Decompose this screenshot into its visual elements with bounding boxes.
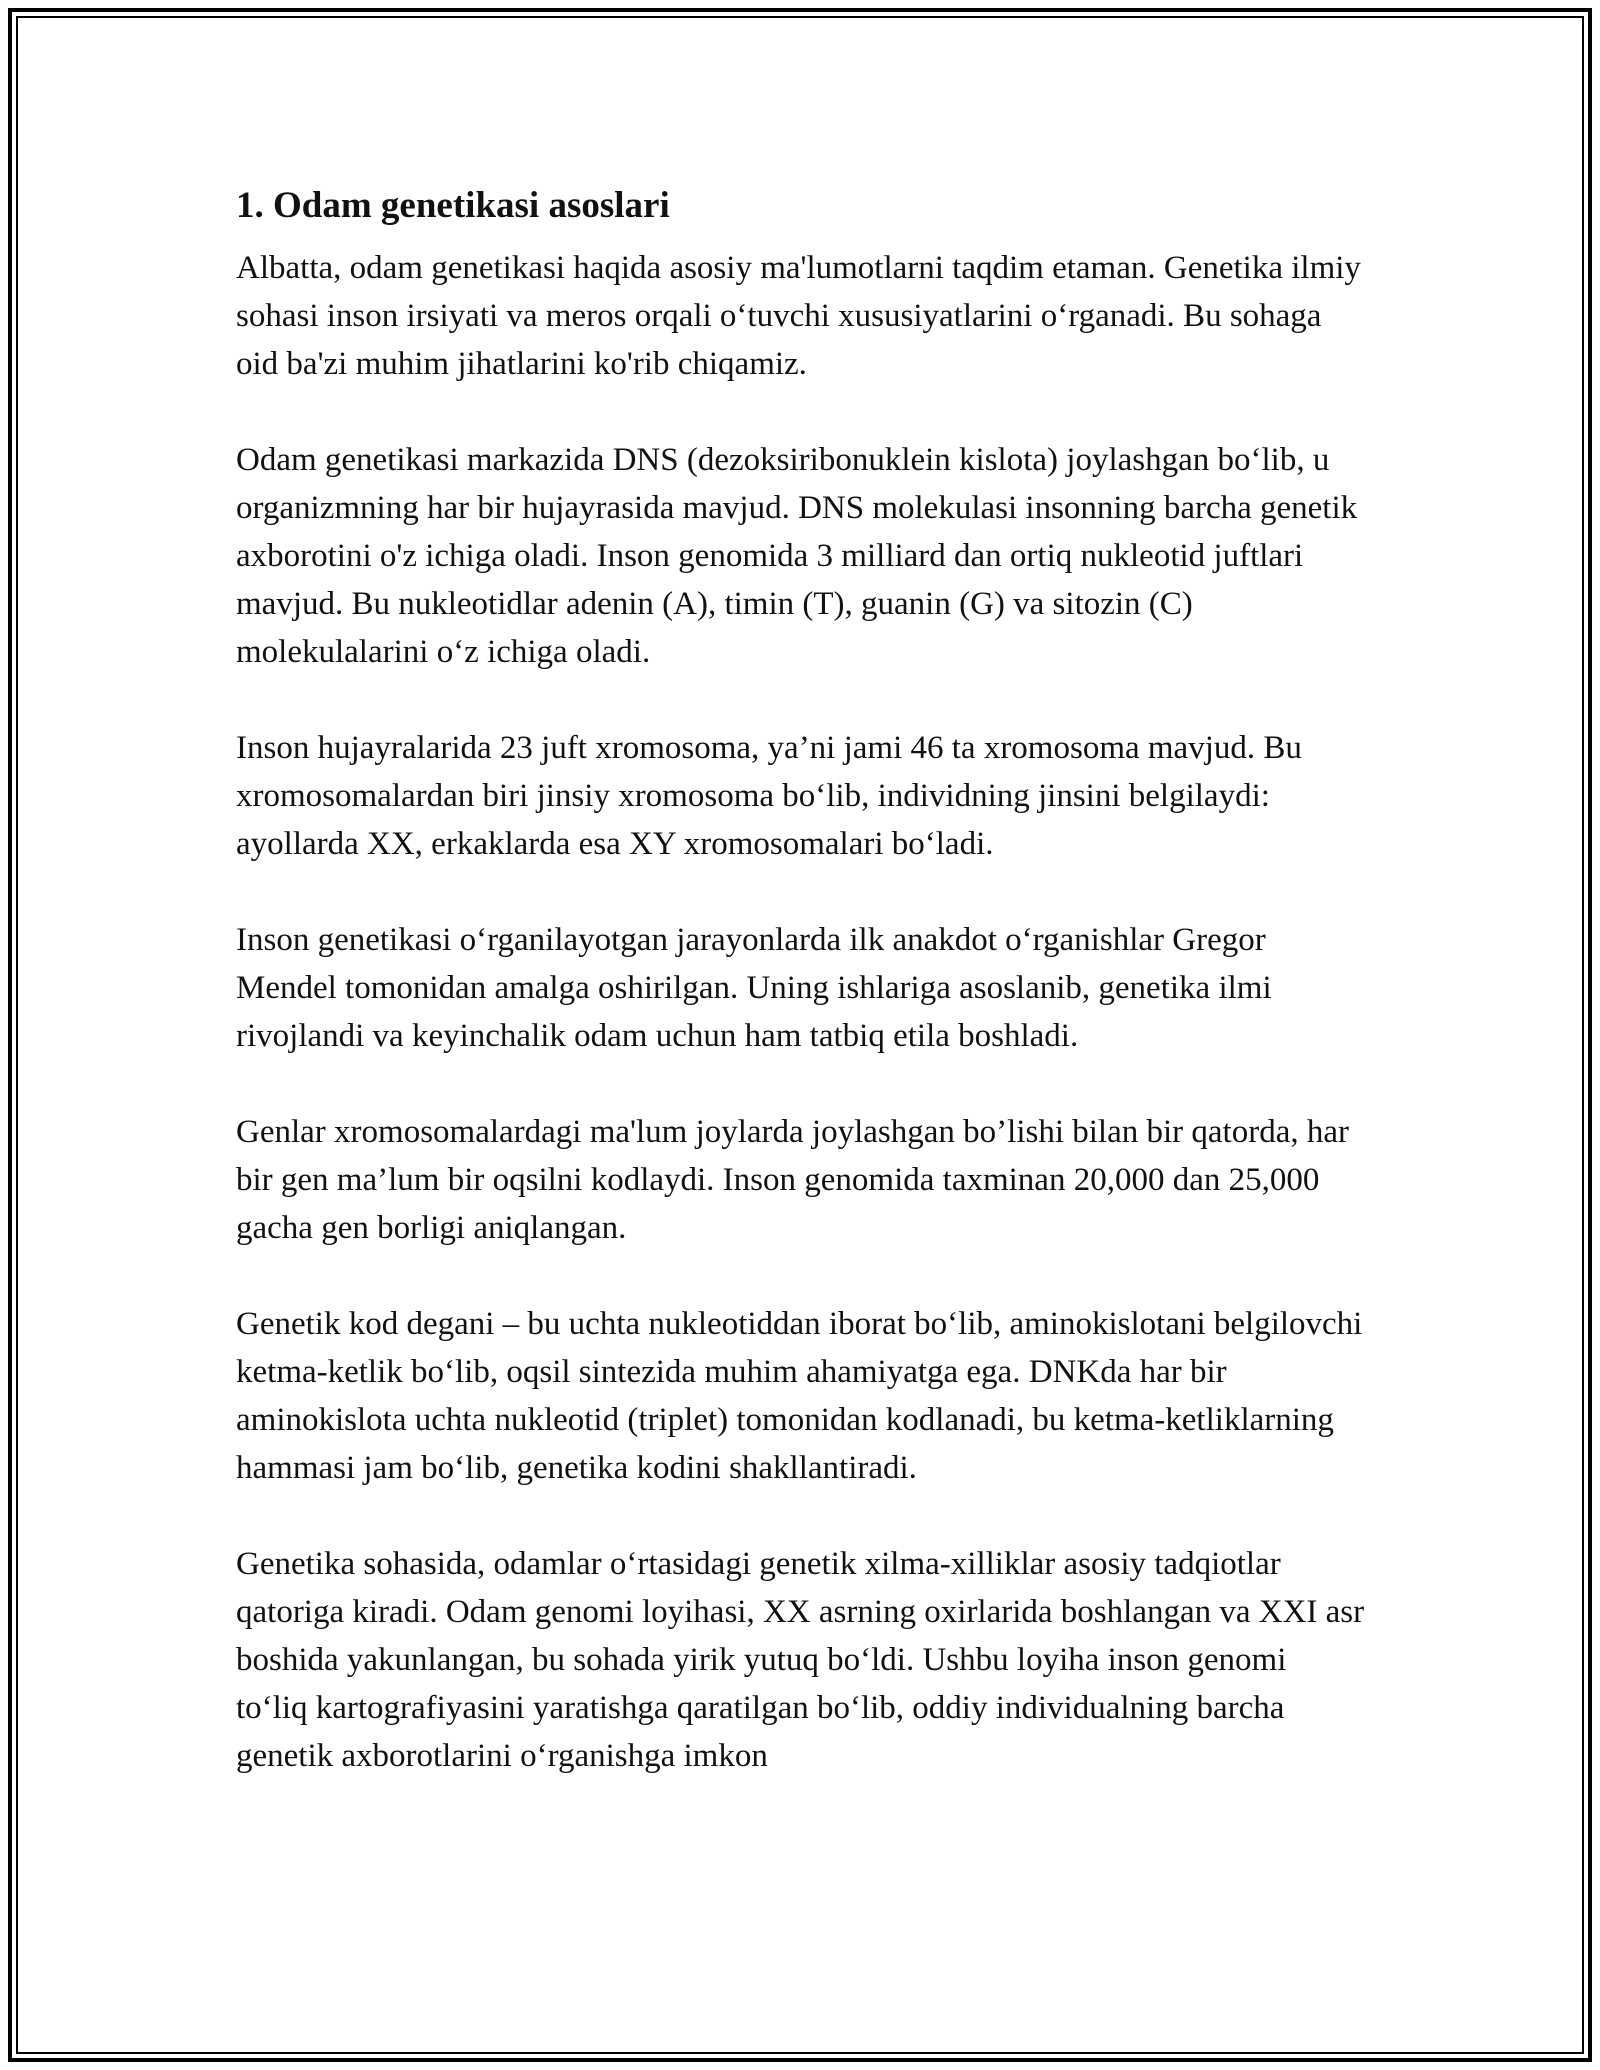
paragraph-genes: Genlar xromosomalardagi ma'lum joylarda joylashgan bo’lishi bilan bir qatorda, har bir gen ma’lum bir oqsilni kodlaydi. Inson genomida taxminan 20,000 dan 25,000 gacha gen borligi aniqlangan.: [236, 1114, 1349, 1246]
paragraph-mendel: Inson genetikasi o‘rganilayotgan jarayonlarda ilk anakdot o‘rganishlar Gregor Mendel tomonidan amalga oshirilgan. Uning ishlariga asoslanib, genetika ilmi rivojlandi va keyinchalik odam uchun ham tatbiq etila boshladi.: [236, 922, 1272, 1054]
paragraph-dna: Odam genetikasi markazida DNS (dezoksiribonuklein kislota) joylashgan bo‘lib, u organizmning har bir hujayrasida mavjud. DNS molekulasi insonning barcha genetik axborotini o'z ichiga oladi. Inson genomida 3 milliard dan ortiq nukleotid juftlari mavjud. Bu nukleotidlar adenin (A), timin (T), guanin (G) va sitozin (C) molekulalarini o‘z ichiga oladi.: [236, 442, 1358, 670]
paragraph-genome-project: Genetika sohasida, odamlar o‘rtasidagi genetik xilma-xilliklar asosiy tadqiotlar qatoriga kiradi. Odam genomi loyihasi, XX asrning oxirlarida boshlangan va XXI asr boshida yakunlangan, bu sohada yirik yutuq bo‘ldi. Ushbu loyiha inson genomi to‘liq kartografiyasini yaratishga qaratilgan bo‘lib, oddiy individualning barcha genetik axborotlarini o‘rganishga imkon: [236, 1546, 1365, 1774]
section-heading: 1. Odam genetikasi asoslari: [236, 185, 670, 226]
document-body: [236, 184, 1366, 1828]
paragraph-chromosomes: Inson hujayralarida 23 juft xromosoma, ya’ni jami 46 ta xromosoma mavjud. Bu xromosomalardan biri jinsiy xromosoma bo‘lib, individning jinsini belgilaydi: ayollarda XX, erkaklarda esa XY xromosomalari bo‘ladi.: [236, 730, 1302, 862]
paragraph-genetic-code: Genetik kod degani – bu uchta nukleotiddan iborat bo‘lib, aminokislotani belgilovchi ketma-ketlik bo‘lib, oqsil sintezida muhim ahamiyatga ega. DNKda har bir aminokislota uchta nukleotid (triplet) tomonidan kodlanadi, bu ketma-ketliklarning hammasi jam bo‘lib, genetika kodini shakllantiradi.: [236, 1306, 1363, 1486]
paragraph-intro: Albatta, odam genetikasi haqida asosiy ma'lumotlarni taqdim etaman. Genetika ilmiy sohasi inson irsiyati va meros orqali o‘tuvchi xususiyatlarini o‘rganadi. Bu sohaga oid ba'zi muhim jihatlarini ko'rib chiqamiz.: [236, 250, 1361, 382]
